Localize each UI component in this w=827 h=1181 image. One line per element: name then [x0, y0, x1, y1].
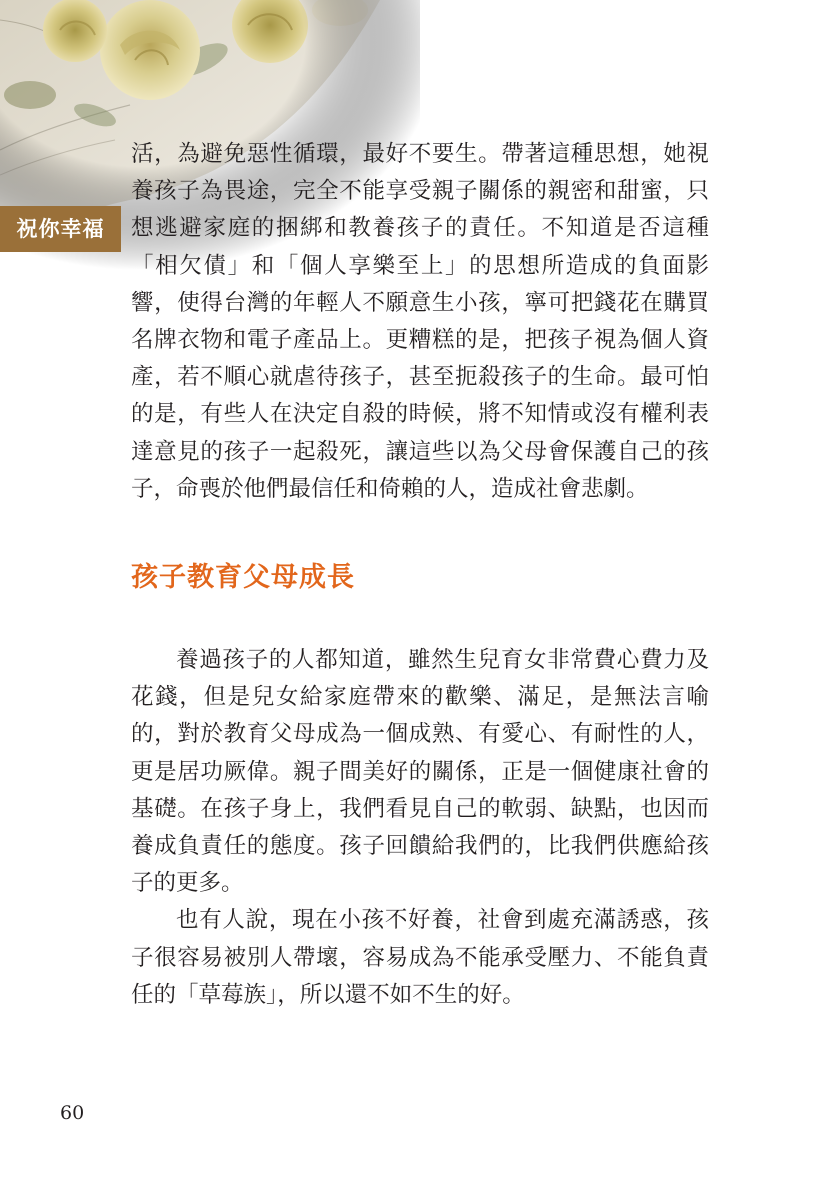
paragraph: 養過孩子的人都知道，雖然生兒育女非常費心費力及花錢，但是兒女給家庭帶來的歡樂、滿足，是無法言喻的，對於教育父母成為一個成熟、有愛心、有耐性的人，更是居功厥偉。親子間美好的關係，正是一個健康社會的基礎。在孩子身上，我們看見自己的軟弱、缺點，也因而養成負責任的態度。孩子回饋給我們的，比我們供應給孩子的更多。 [131, 647, 709, 897]
page-number: 60 [60, 1102, 85, 1124]
paragraph: 活，為避免惡性循環，最好不要生。帶著這種思想，她視養孩子為畏途，完全不能享受親子關係的親密和甜蜜，只想逃避家庭的捆綁和教養孩子的責任。不知道是否這種「相欠債」和「個人享樂至上」的思想所造成的負面影響，使得台灣的年輕人不願意生小孩，寧可把錢花在購買名牌衣物和電子產品上。更糟糕的是，把孩子視為個人資產，若不順心就虐待孩子，甚至扼殺孩子的生命。最可怕的是，有些人在決定自殺的時候，將不知情或沒有權利表達意見的孩子一起殺死，讓這些以為父母會保護自己的孩子，命喪於他們最信任和倚賴的人，造成社會悲劇。 [131, 141, 709, 502]
section-heading: 孩子教育父母成長 [131, 562, 355, 594]
body-text [131, 136, 709, 1014]
section-tab-label: 祝你幸福 [0, 206, 121, 252]
paragraph: 也有人說，現在小孩不好養，社會到處充滿誘惑，孩子很容易被別人帶壞，容易成為不能承受壓力、不能負責任的「草莓族」，所以還不如不生的好。 [131, 907, 709, 1008]
